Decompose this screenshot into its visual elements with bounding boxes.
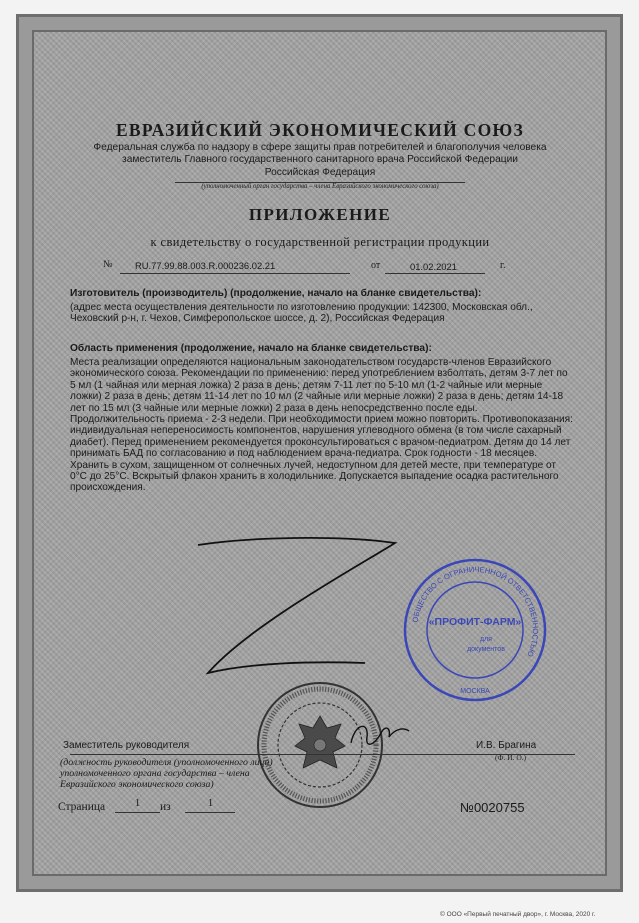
page-number-underline (115, 812, 160, 813)
number-mark: № (103, 259, 113, 270)
fio-caption: (Ф. И. О.) (495, 753, 527, 762)
agency-line: Российская Федерация (264, 166, 376, 178)
signer-name: И.В. Брагина (476, 740, 537, 751)
year-suffix: г. (500, 260, 506, 271)
page-total-underline (185, 812, 235, 813)
stamp-company: «ПРОФИТ-ФАРМ» (428, 616, 522, 628)
blank-number: №0020755 (460, 800, 525, 815)
agency-caption: (уполномоченный орган государства – члена Евразийского экономического союза) (201, 183, 439, 190)
manufacturer-text: (адрес места осуществления деятельности по изготовлению продукции: 142300, Московская обл., Чеховский р-н, г. Чехов, Симферопольское шоссе, д. 2), Российская Федерация (70, 302, 533, 325)
signature-scribble (190, 535, 420, 695)
date-prefix: от (371, 260, 381, 271)
annex-title: ПРИЛОЖЕНИЕ (248, 205, 392, 224)
company-stamp (400, 555, 550, 705)
signer-position: Заместитель руководителя (63, 740, 190, 751)
date-underline (385, 273, 485, 274)
stamp-ring-text: ОБЩЕСТВО С ОГРАНИЧЕННОЙ ОТВЕТСТВЕННОСТЬЮ (410, 564, 541, 659)
signer-signature (345, 715, 415, 755)
page-number: 1 (134, 797, 141, 809)
page-label: Страница (58, 801, 106, 813)
union-title: ЕВРАЗИЙСКИЙ ЭКОНОМИЧЕСКИЙ СОЮЗ (115, 120, 525, 140)
number-underline (120, 273, 350, 274)
agency-line: Федеральная служба по надзору в сфере защиты прав потребителей и благополучия человека (93, 142, 547, 153)
agency-line: заместитель Главного государственного санитарного врача Российской Федерации (122, 154, 518, 166)
page-total: 1 (207, 797, 214, 809)
page-of-label: из (160, 801, 171, 813)
position-caption: (должность руководителя (уполномоченного лица) уполномоченного органа государства – члена Евразийского экономического союза) (60, 757, 273, 790)
registration-number: RU.77.99.88.003.R.000236.02.21 (135, 260, 276, 271)
application-text: Места реализации определяются национальным законодательством государств-членов Евразийского экономического союза. Рекомендации по применению: перед употреблением взболтать, детям 3-7 лет по 5 мл (1 чайная или мерная ложка) 2 раза в день; детям 7-11 лет по 5-10 мл (1-2 чайные или мерные ложки) 2 раза в день; детям 11-14 лет по 10 мл (2 чайные или мерные ложки) 2 раза в день; детям 14-18 лет по 15 мл (3 чайные или мерные ложки) 2 раза в день непосредственно после еды. Продолжительность приема - 2-3 недели. При необходимости прием можно повторить. Противопоказания: индивидуальная непереносимость компонентов, нарушения углеводного обмена (в том числе сахарный диабет). Перед применением рекомендуется проконсультироваться с врачом-педиатром. Детям до 14 лет принимать БАД по согласованию и под наблюдением врача-педиатра. Срок годности - 18 месяцев. Хранить в сухом, защищенном от солнечных лучей, недоступном для детей месте, при температуре от 0°С до 25°С. Вскрытый флакон хранить в холодильнике. Допускается выпадение осадка растительного происхождения. (70, 357, 573, 494)
agency-block (60, 142, 580, 179)
printer-imprint: © ООО «Первый печатный двор», г. Москва, 2020 г. (440, 911, 596, 918)
stamp-city: МОСКВА (460, 688, 490, 695)
stamp-for: для (480, 636, 492, 643)
application-heading: Область применения (продолжение, начало на бланке свидетельства): (70, 343, 432, 354)
stamp-documents: документов (467, 646, 505, 653)
registration-date: 01.02.2021 (410, 261, 457, 272)
annex-subtitle: к свидетельству о государственной регистрации продукции (150, 235, 490, 249)
manufacturer-heading: Изготовитель (производитель) (продолжение, начало на бланке свидетельства): (70, 288, 482, 299)
